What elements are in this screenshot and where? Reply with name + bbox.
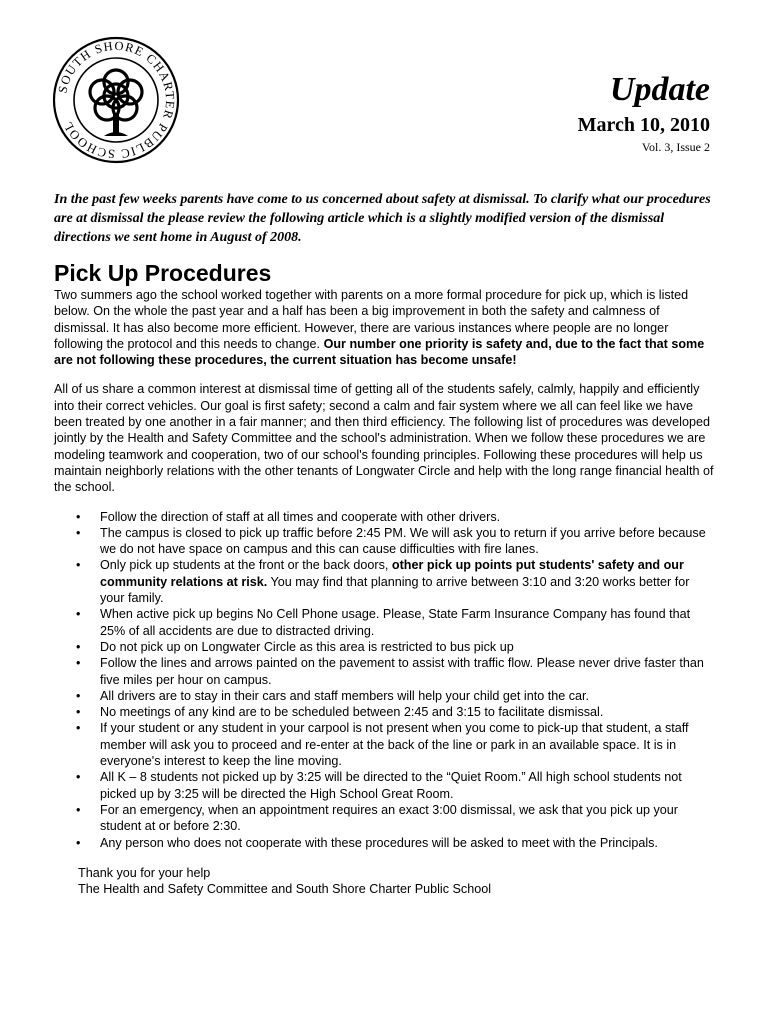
list-item: • The campus is closed to pick up traffic before 2:45 PM. We will ask you to return if you arrive before because we do not have space on campus and this can cause difficulties with fire lanes. (76, 525, 706, 557)
closing (54, 865, 716, 898)
list-item: • All K – 8 students not picked up by 3:25 will be directed to the “Quiet Room.” All high school students not picked up by 3:25 will be directed the High School Great Room. (76, 770, 682, 801)
newsletter-title: Update (609, 71, 710, 108)
list-item: • If your student or any student in your carpool is not present when you come to pick-up that student, a staff member will ask you to proceed and re-enter at the back of the line or park in an available space. It is in everyone's interest to keep the line moving. (76, 721, 689, 769)
list-item: • All drivers are to stay in their cars and staff members will help your child get into the car. (76, 688, 590, 703)
list-item: • No meetings of any kind are to be scheduled between 2:45 and 3:15 to facilitate dismissal. (76, 705, 604, 720)
list-item: • Follow the lines and arrows painted on the pavement to assist with traffic flow. Please never drive faster than five miles per hour on campus. (76, 656, 704, 687)
paragraph-1-bold: Our number one priority is safety and, due to the fact that some are not following these procedures, the current situation has become unsafe! (54, 336, 705, 368)
paragraph-1 (54, 287, 716, 368)
list-item: • Do not pick up on Longwater Circle as this area is restricted to bus pick up (76, 639, 514, 654)
list-item: • Only pick up students at the front or the back doors, other pick up points put students' safety and our community relations at risk. You may find that planning to arrive between 3:10 and 3:20 works better for your family. (76, 558, 690, 606)
list-item: • Any person who does not cooperate with these procedures will be asked to meet with the Principals. (76, 835, 658, 850)
bullet-icon: • (76, 558, 81, 573)
intro-paragraph: In the past few weeks parents have come to us concerned about safety at dismissal. To clarify what our procedures are at dismissal the please review the following article which is a slightly modified version of the dismissal directions we sent home in August of 2008. (54, 192, 711, 245)
bullet-icon: • (76, 525, 81, 540)
article-body (54, 287, 716, 897)
bullet-icon: • (76, 835, 81, 850)
list-item: • When active pick up begins No Cell Phone usage. Please, State Farm Insurance Company has found that 25% of all accidents are due to distracted driving. (76, 607, 691, 638)
list-item: • For an emergency, when an appointment requires an exact 3:00 dismissal, we ask that you pick up your student at or before 2:30. (76, 802, 678, 834)
issue-date: March 10, 2010 (577, 114, 710, 136)
bullet-icon: • (76, 688, 81, 703)
bullet-icon: • (76, 639, 81, 654)
list-item: • Follow the direction of staff at all times and cooperate with other drivers. (76, 509, 501, 524)
bullet-icon: • (76, 607, 81, 622)
bullet-icon: • (76, 770, 81, 785)
closing-thanks: Thank you for your help (78, 865, 211, 880)
bullet-icon: • (76, 721, 81, 736)
masthead (578, 70, 710, 155)
school-logo (52, 36, 180, 164)
bullet-icon: • (76, 509, 81, 524)
logo-ring-text: SOUTH SHORE CHARTER PUBLIC SCHOOL (55, 38, 178, 162)
tree-of-circles-icon (52, 36, 180, 164)
bullet-icon: • (76, 656, 81, 671)
volume-issue: Vol. 3, Issue 2 (641, 140, 710, 154)
paragraph-1-text: Two summers ago the school worked together with parents on a more formal procedure for pick up, which is listed below. On the whole the past year and a half has been a big improvement in both the safety and calmness of dismissal. It has also become more efficient. However, there are various instances where people are no longer following the protocol and this needs to change. (54, 288, 689, 351)
procedure-list (54, 509, 716, 851)
bullet-icon: • (76, 705, 81, 720)
section-heading: Pick Up Procedures (54, 260, 272, 286)
paragraph-2: All of us share a common interest at dismissal time of getting all of the students safely, calmly, happily and efficiently into their correct vehicles. Our goal is first safety; second a calm and fair system where we all can feel like we have been treated by one another in a fair manner; and then third efficiency. The following list of procedures was developed jointly by the Health and Safety Committee and the school's administration. When we follow these procedures we are modeling teamwork and cooperation, two of our school's founding principles. Following these procedures will help us maintain neighborly relations with the other tenants of Longwater Circle and help with the long range financial health of the school. (54, 382, 714, 495)
closing-signature: The Health and Safety Committee and South Shore Charter Public School (78, 882, 492, 897)
bullet-icon: • (76, 802, 81, 817)
